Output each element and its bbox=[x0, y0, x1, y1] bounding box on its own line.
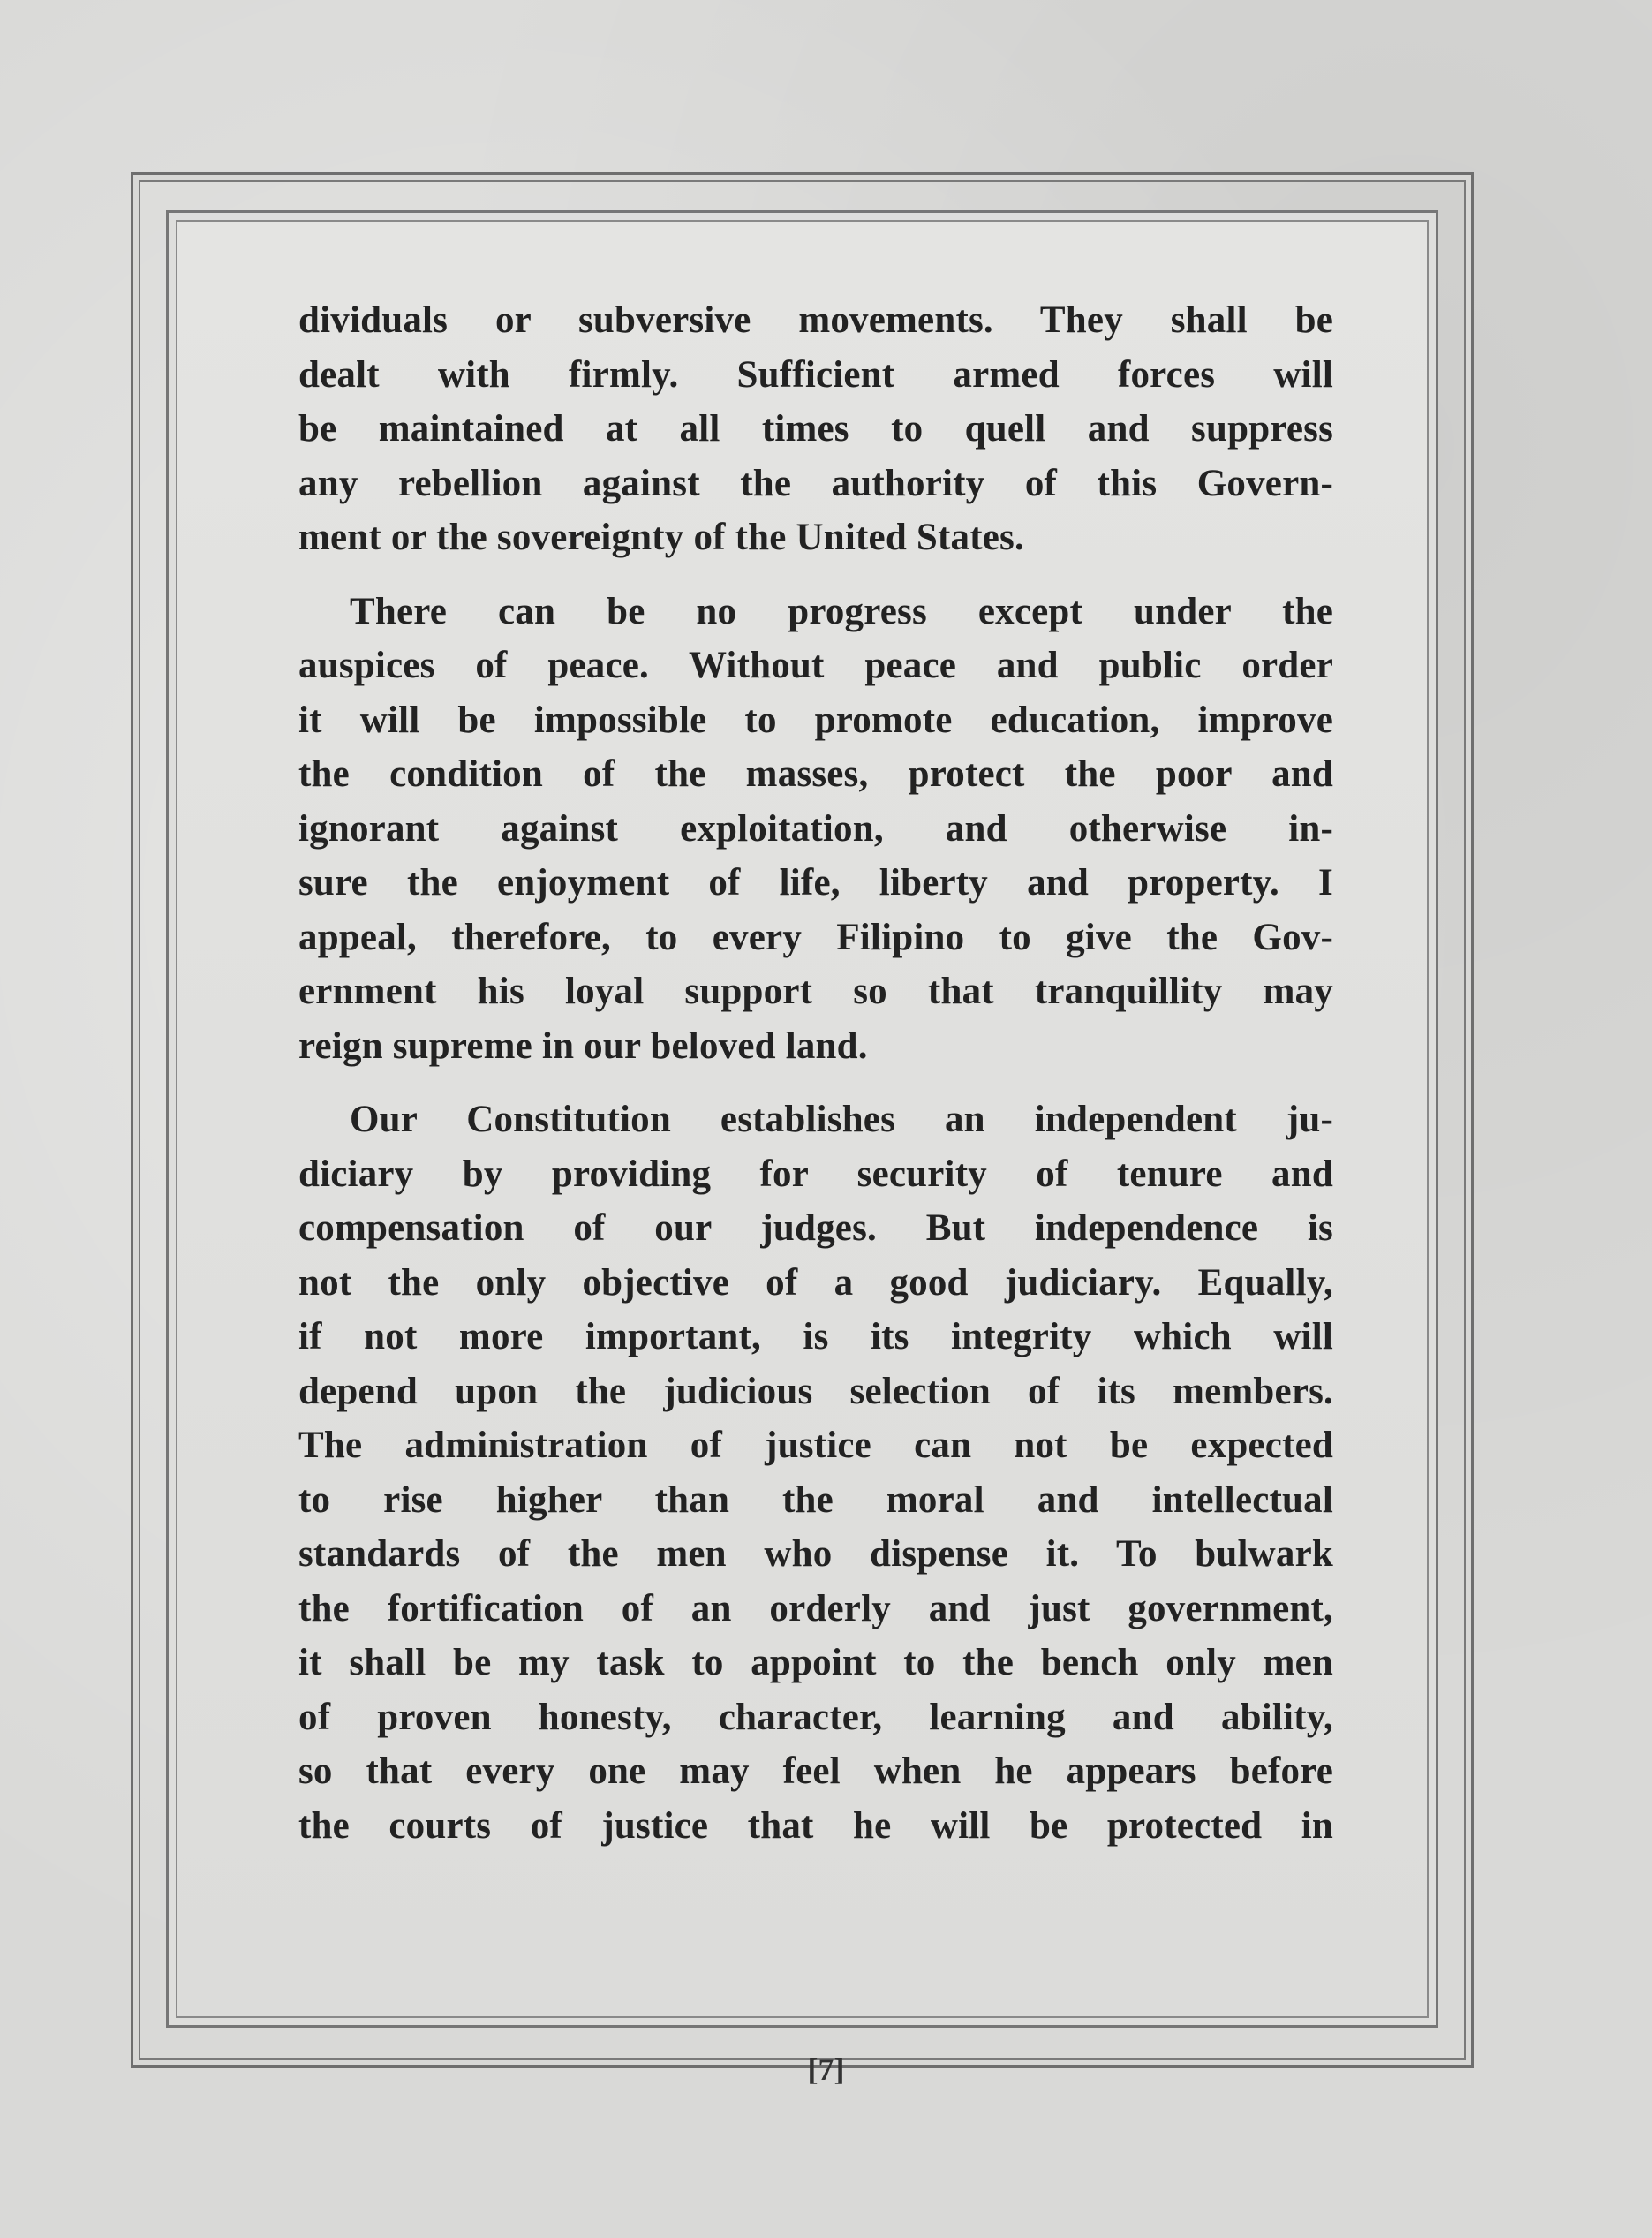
text-line: auspices of peace. Without peace and public order bbox=[298, 645, 1333, 686]
text-line: the condition of the masses, protect the poor and bbox=[298, 753, 1333, 795]
paragraph-2 bbox=[298, 585, 1333, 1074]
text-line: it will be impossible to promote education, improve bbox=[298, 699, 1333, 741]
text-line: Our Constitution establishes an independent ju- bbox=[350, 1099, 1333, 1140]
text-line: it shall be my task to appoint to the bench only men bbox=[298, 1642, 1333, 1683]
text-line: ernment his loyal support so that tranquillity may bbox=[298, 971, 1333, 1012]
text-line: sure the enjoyment of life, liberty and property. I bbox=[298, 862, 1333, 904]
body-text bbox=[298, 293, 1333, 1872]
paragraph-1 bbox=[298, 293, 1333, 565]
text-line: depend upon the judicious selection of its members. bbox=[298, 1370, 1333, 1412]
text-line: standards of the men who dispense it. To bulwark bbox=[298, 1533, 1333, 1575]
text-line: ignorant against exploitation, and otherwise in- bbox=[298, 807, 1333, 850]
text-line: The administration of justice can not be expected bbox=[298, 1425, 1333, 1466]
text-line: ment or the sovereignty of the United States. bbox=[298, 517, 1024, 558]
text-line: reign supreme in our beloved land. bbox=[298, 1024, 868, 1067]
text-line: not the only objective of a good judiciary. Equally, bbox=[298, 1261, 1333, 1304]
page-number: [7] bbox=[807, 2052, 845, 2087]
text-line: of proven honesty, character, learning and ability, bbox=[298, 1696, 1333, 1738]
text-line: to rise higher than the moral and intellectual bbox=[298, 1478, 1333, 1521]
text-line: There can be no progress except under the bbox=[350, 590, 1333, 632]
text-line: so that every one may feel when he appears before bbox=[298, 1750, 1333, 1792]
text-line: if not more important, is its integrity which will bbox=[298, 1316, 1333, 1357]
text-line: compensation of our judges. But independence is bbox=[298, 1207, 1333, 1249]
text-line: the fortification of an orderly and just government, bbox=[298, 1587, 1333, 1629]
text-line: appeal, therefore, to every Filipino to give the Gov- bbox=[298, 916, 1333, 958]
text-line: be maintained at all times to quell and suppress bbox=[298, 408, 1333, 450]
text-line: any rebellion against the authority of this Govern- bbox=[298, 462, 1333, 504]
text-line: dividuals or subversive movements. They shall be bbox=[298, 299, 1333, 341]
text-line: the courts of justice that he will be protected in bbox=[298, 1804, 1333, 1847]
text-line: diciary by providing for security of tenure and bbox=[298, 1153, 1333, 1195]
text-line: dealt with firmly. Sufficient armed forces will bbox=[298, 353, 1333, 396]
paragraph-3 bbox=[298, 1093, 1333, 1853]
